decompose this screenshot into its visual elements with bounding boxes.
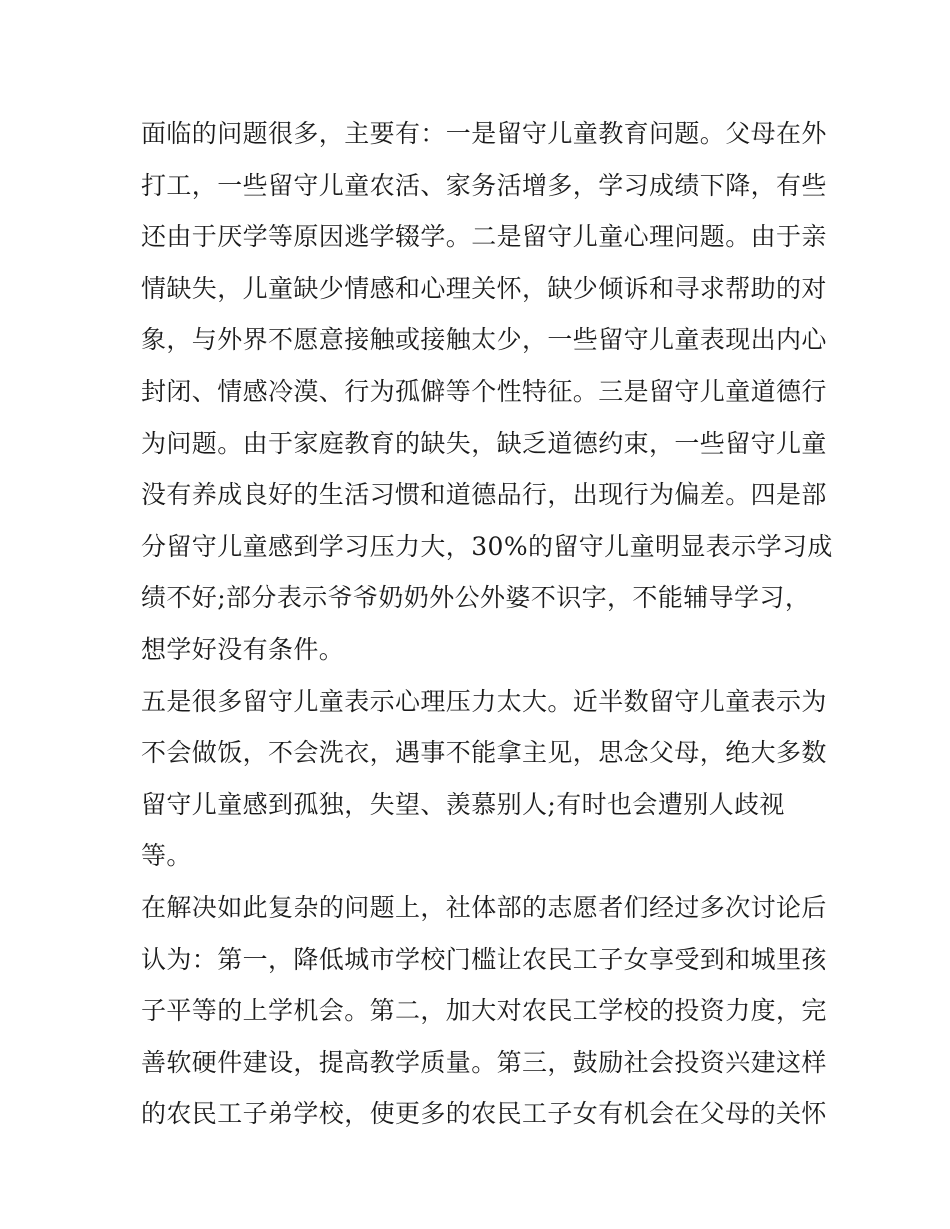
text-line: 善软硬件建设，提高教学质量。第三，鼓励社会投资兴建这样 — [141, 1047, 827, 1077]
text-line: 子平等的上学机会。第二，加大对农民工学校的投资力度，完 — [141, 996, 827, 1026]
text-line: 为问题。由于家庭教育的缺失，缺乏道德约束，一些留守儿童 — [141, 428, 827, 458]
text-line: 认为：第一，降低城市学校门槛让农民工子女享受到和城里孩 — [141, 944, 827, 974]
body-text — [141, 108, 831, 1140]
text-line: 没有养成良好的生活习惯和道德品行，出现行为偏差。四是部 — [141, 480, 827, 510]
text-line: 在解决如此复杂的问题上，社体部的志愿者们经过多次讨论后 — [141, 892, 827, 922]
text-line: 想学好没有条件。 — [141, 634, 345, 664]
text-line: 不会做饭，不会洗衣，遇事不能拿主见，思念父母，绝大多数 — [141, 738, 827, 768]
text-line: 五是很多留守儿童表示心理压力太大。近半数留守儿童表示为 — [141, 686, 827, 716]
text-line: 打工，一些留守儿童农活、家务活增多，学习成绩下降，有些 — [141, 170, 827, 200]
text-line: 情缺失，儿童缺少情感和心理关怀，缺少倾诉和寻求帮助的对 — [141, 273, 827, 303]
text-line: 象，与外界不愿意接触或接触太少，一些留守儿童表现出内心 — [141, 325, 827, 355]
text-line: 留守儿童感到孤独，失望、羡慕别人;有时也会遭别人歧视 — [141, 789, 785, 819]
text-line: 绩不好;部分表示爷爷奶奶外公外婆不识字，不能辅导学习， — [141, 583, 811, 613]
text-line: 面临的问题很多，主要有：一是留守儿童教育问题。父母在外 — [141, 119, 827, 148]
text-line: 等。 — [141, 841, 192, 871]
text-line: 还由于厌学等原因逃学辍学。二是留守儿童心理问题。由于亲 — [141, 222, 827, 252]
text-line: 封闭、情感冷漠、行为孤僻等个性特征。三是留守儿童道德行 — [141, 376, 827, 406]
text-line: 分留守儿童感到学习压力大，30%的留守儿童明显表示学习成 — [141, 531, 833, 561]
text-line: 的农民工子弟学校，使更多的农民工子女有机会在父母的关怀 — [141, 1099, 827, 1129]
